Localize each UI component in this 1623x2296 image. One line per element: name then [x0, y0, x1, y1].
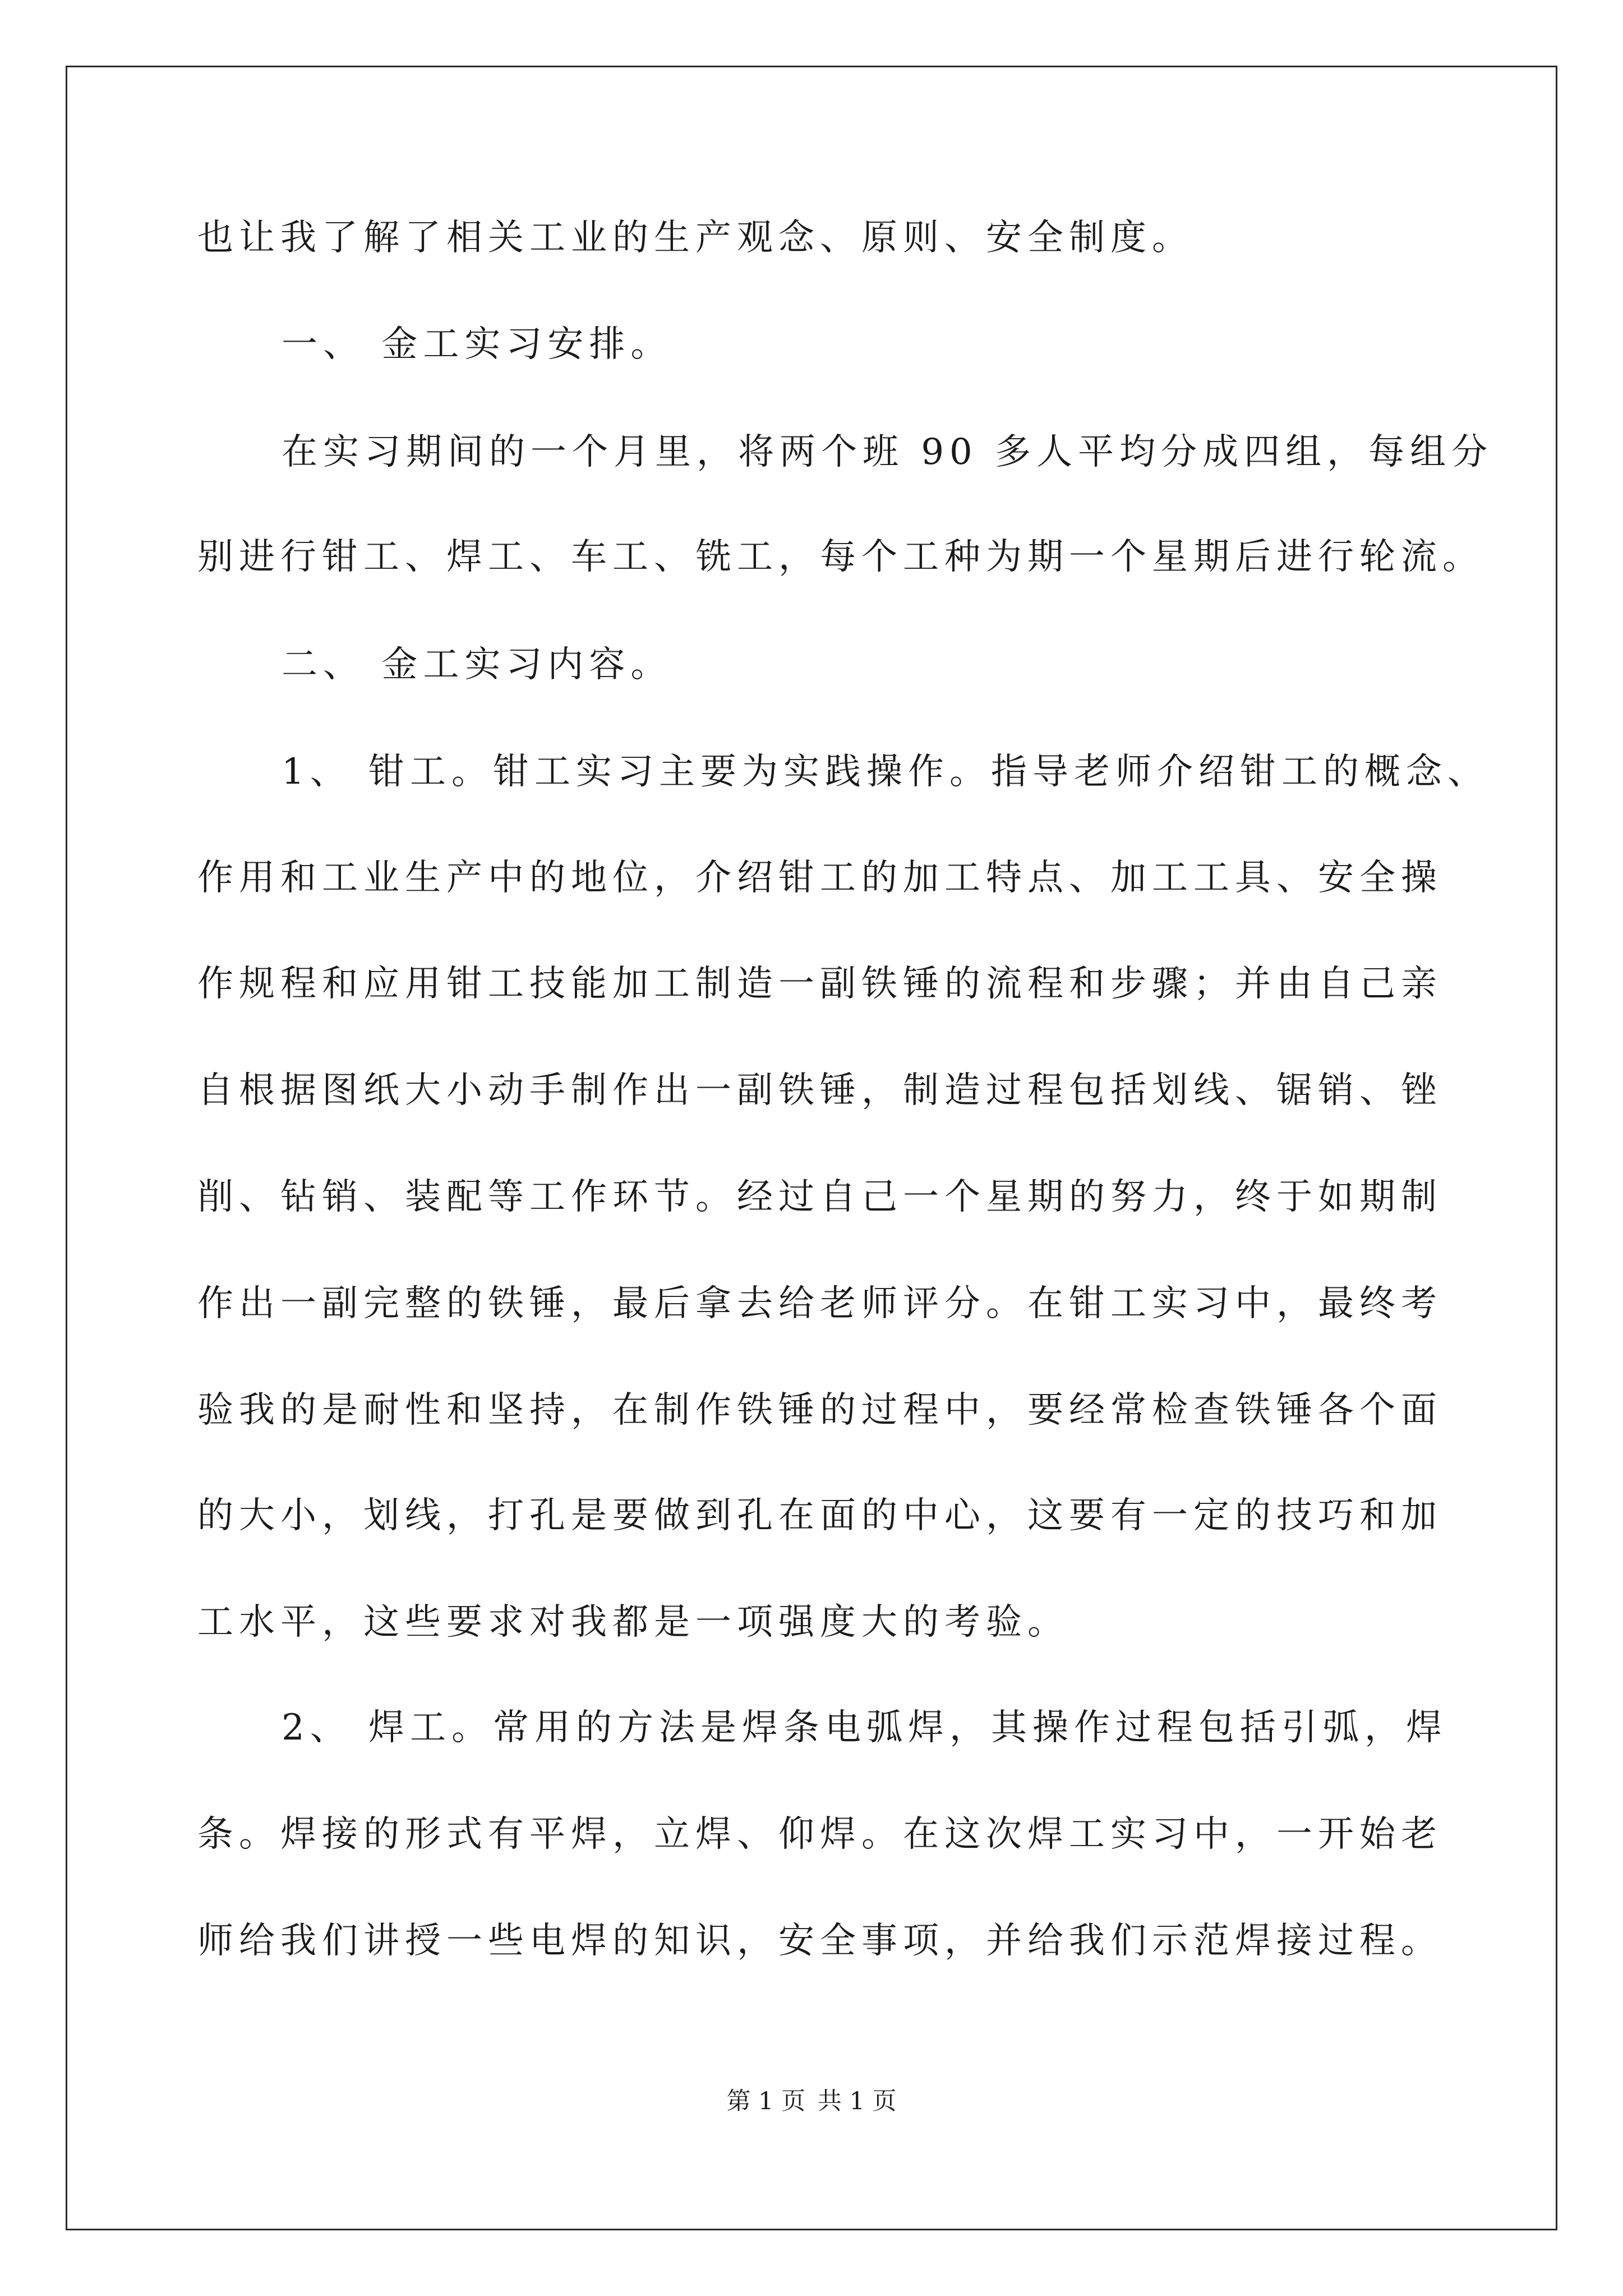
section-heading: 二、 金工实习内容。	[282, 644, 672, 685]
text-line: 2、 焊工。常用的方法是焊条电弧焊，其操作过程包括引弧，焊	[282, 1707, 1448, 1749]
text-line: 师给我们讲授一些电焊的知识，安全事项，并给我们示范焊接过程。	[197, 1920, 1442, 1962]
text-line: 条。焊接的形式有平焊，立焊、仰焊。在这次焊工实习中，一开始老	[197, 1814, 1442, 1855]
text-line: 作用和工业生产中的地位，介绍钳工的加工特点、加工工具、安全操	[197, 857, 1442, 899]
page-footer	[0, 2086, 1623, 2117]
text-line: 工水平，这些要求对我都是一项强度大的考验。	[197, 1602, 1069, 1643]
text-line: 的大小，划线，打孔是要做到孔在面的中心，这要有一定的技巧和加	[197, 1495, 1442, 1536]
text-line: 自根据图纸大小动手制作出一副铁锤，制造过程包括划线、锯销、锉	[197, 1070, 1442, 1111]
page-number: 第 1 页	[726, 2087, 806, 2115]
text-line: 削、钻销、装配等工作环节。经过自己一个星期的努力，终于如期制	[197, 1176, 1442, 1218]
text-line: 作规程和应用钳工技能加工制造一副铁锤的流程和步骤；并由自己亲	[197, 963, 1442, 1005]
page-border	[66, 66, 1557, 2230]
text-line: 验我的是耐性和坚持，在制作铁锤的过程中，要经常检查铁锤各个面	[197, 1389, 1442, 1431]
section-heading: 一、 金工实习安排。	[282, 324, 672, 365]
text-line: 作出一副完整的铁锤，最后拿去给老师评分。在钳工实习中，最终考	[197, 1283, 1442, 1324]
text-line: 1、 钳工。钳工实习主要为实践操作。指导老师介绍钳工的概念、	[282, 751, 1490, 793]
text-line: 在实习期间的一个月里，将两个班 90 多人平均分成四组，每组分	[282, 431, 1493, 473]
page-total: 共 1 页	[817, 2087, 897, 2115]
text-line: 别进行钳工、焊工、车工、铣工，每个工种为期一个星期后进行轮流。	[197, 536, 1484, 578]
text-line: 也让我了解了相关工业的生产观念、原则、安全制度。	[197, 217, 1193, 259]
